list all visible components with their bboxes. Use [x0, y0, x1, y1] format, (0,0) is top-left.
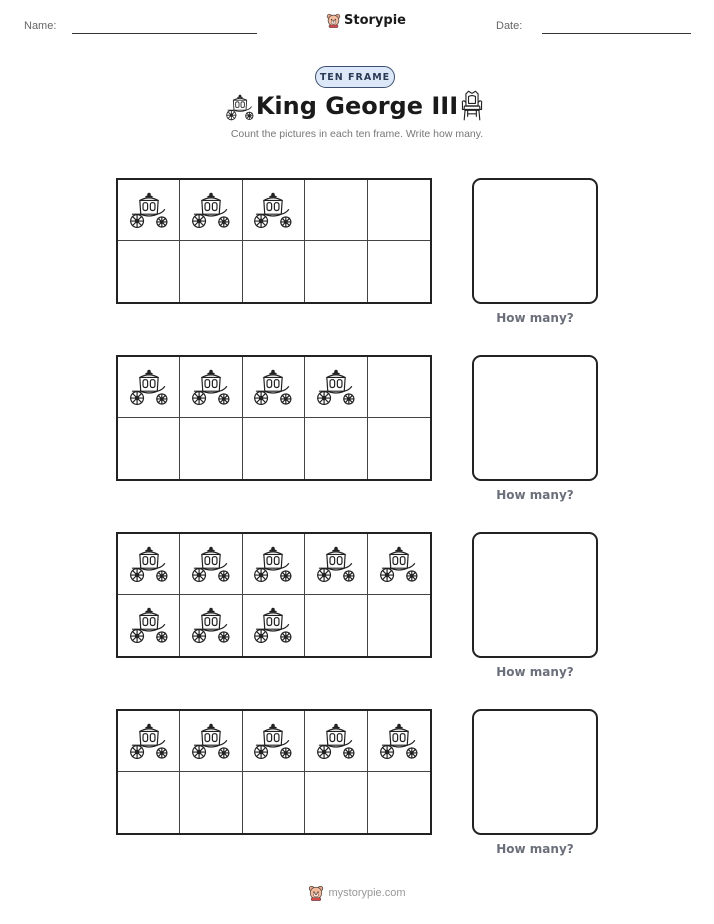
ten-frame-cell [305, 357, 367, 418]
carriage-icon [189, 723, 233, 760]
ten-frame-cell [305, 772, 367, 833]
ten-frame-cell [118, 418, 180, 479]
ten-frame-cell [243, 418, 305, 479]
ten-frame-cell [305, 711, 367, 772]
carriage-icon [314, 369, 358, 406]
answer-box-4[interactable] [472, 709, 598, 835]
ten-frame-4 [116, 709, 432, 835]
carriage-icon [377, 723, 421, 760]
date-line[interactable] [542, 33, 691, 34]
carriage-icon [127, 369, 171, 406]
ten-frame-cell [305, 534, 367, 595]
carriage-icon [251, 546, 295, 583]
ten-frame-cell [368, 534, 430, 595]
ten-frame-cell [368, 180, 430, 241]
ten-frame-cell [243, 772, 305, 833]
ten-frame-cell [180, 180, 242, 241]
carriage-icon [251, 723, 295, 760]
ten-frame-cell [243, 241, 305, 302]
ten-frame-cell [305, 180, 367, 241]
ten-frame-cell [243, 534, 305, 595]
how-many-label-2: How many? [496, 488, 574, 502]
answer-box-1[interactable] [472, 178, 598, 304]
carriage-icon [251, 369, 295, 406]
ten-frame-cell [118, 595, 180, 656]
bear-mascot-icon [308, 885, 324, 901]
ten-frame-cell [243, 357, 305, 418]
ten-frame-cell [118, 357, 180, 418]
ten-frame-cell [243, 180, 305, 241]
date-label: Date: [496, 20, 523, 32]
carriage-icon [189, 192, 233, 229]
carriage-icon [127, 723, 171, 760]
carriage-icon [127, 607, 171, 644]
answer-box-2[interactable] [472, 355, 598, 481]
ten-frame-cell [243, 711, 305, 772]
ten-frame-cell [180, 241, 242, 302]
throne-icon [459, 90, 485, 122]
brand-name: Storypie [344, 13, 406, 28]
ten-frame-cell [368, 357, 430, 418]
carriage-icon [189, 607, 233, 644]
ten-frame-cell [180, 534, 242, 595]
ten-frame-cell [118, 711, 180, 772]
brand-logo [326, 13, 406, 28]
ten-frame-2 [116, 355, 432, 481]
ten-frame-cell [305, 595, 367, 656]
name-line[interactable] [72, 33, 257, 34]
answer-box-3[interactable] [472, 532, 598, 658]
name-label: Name: [24, 20, 57, 32]
ten-frame-3 [116, 532, 432, 658]
ten-frame-cell [368, 241, 430, 302]
carriage-icon [127, 192, 171, 229]
carriage-icon [189, 546, 233, 583]
ten-frame-cell [118, 534, 180, 595]
ten-frame-cell [180, 418, 242, 479]
ten-frame-cell [368, 772, 430, 833]
ten-frame-cell [180, 772, 242, 833]
carriage-icon [314, 723, 358, 760]
carriage-icon [314, 546, 358, 583]
carriage-icon [127, 546, 171, 583]
ten-frame-cell [368, 595, 430, 656]
ten-frame-cell [243, 595, 305, 656]
ten-frame-cell [180, 357, 242, 418]
how-many-label-1: How many? [496, 311, 574, 325]
ten-frame-cell [118, 772, 180, 833]
carriage-icon [189, 369, 233, 406]
ten-frame-cell [368, 711, 430, 772]
ten-frame-1 [116, 178, 432, 304]
ten-frame-cell [180, 711, 242, 772]
page-title: King George III [255, 92, 459, 120]
worksheet-type-badge: TEN FRAME [315, 66, 395, 88]
ten-frame-cell [305, 418, 367, 479]
how-many-label-4: How many? [496, 842, 574, 856]
ten-frame-cell [118, 180, 180, 241]
instructions: Count the pictures in each ten frame. Write how many. [230, 128, 484, 140]
carriage-icon [251, 192, 295, 229]
ten-frame-cell [305, 241, 367, 302]
ten-frame-cell [180, 595, 242, 656]
how-many-label-3: How many? [496, 665, 574, 679]
carriage-icon [377, 546, 421, 583]
footer-url: mystorypie.com [328, 887, 406, 899]
ten-frame-cell [118, 241, 180, 302]
footer [0, 885, 714, 901]
carriage-icon [251, 607, 295, 644]
ten-frame-cell [368, 418, 430, 479]
bear-mascot-icon [326, 13, 341, 28]
